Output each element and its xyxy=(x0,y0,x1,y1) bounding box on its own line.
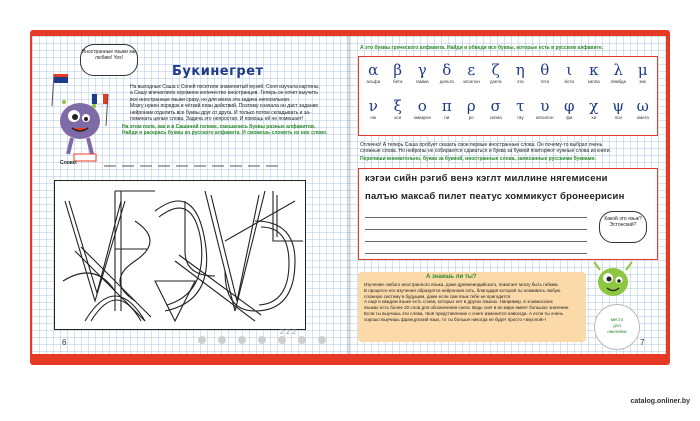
greek-letter-name: пи xyxy=(444,115,450,120)
letter-maze[interactable] xyxy=(54,180,306,330)
left-page xyxy=(32,36,350,354)
greek-letter-cell[interactable] xyxy=(508,97,533,120)
greek-letter-name: омега xyxy=(636,115,649,120)
greek-letter-cell[interactable] xyxy=(533,61,558,84)
greek-letter-name: хи xyxy=(591,115,597,120)
green-monster-illustration xyxy=(588,258,638,302)
svg-text:Z Z Z: Z Z Z xyxy=(280,329,297,336)
intro-line: все иностранные языки сразу, но для мозга эта задача непосильная. xyxy=(130,96,291,103)
sticker-line: наклейки xyxy=(607,329,627,334)
greek-row-2 xyxy=(361,97,655,120)
greek-letter-name: дзета xyxy=(489,79,502,84)
footer-decoration xyxy=(192,326,342,348)
greek-alphabet-box xyxy=(358,56,658,136)
tangled-letters-graphic xyxy=(55,181,305,329)
fact-line: А ещё в каждом языке есть слова, которых нет в других языках. Например, в эскимосских xyxy=(364,299,553,305)
greek-letter-cell[interactable] xyxy=(484,97,509,120)
greek-letter-cell[interactable] xyxy=(582,61,607,84)
write-line[interactable] xyxy=(365,217,587,218)
greek-letter-cell[interactable] xyxy=(386,61,411,84)
greek-letter-cell[interactable] xyxy=(631,61,656,84)
para-line: Отлично! А теперь Саша пробует сказать свои первые иностранные слова. Он почему-то выбрал очень xyxy=(360,142,603,148)
fact-box xyxy=(358,272,586,342)
greek-letter-name: фи xyxy=(566,115,573,120)
greek-letter-name: эпсилон xyxy=(462,79,480,84)
greek-letter: υ xyxy=(540,97,550,115)
greek-letter-cell[interactable] xyxy=(557,97,582,120)
greek-letter: κ xyxy=(589,61,599,79)
page-number: 7 xyxy=(640,338,645,347)
greek-letter-cell[interactable] xyxy=(459,61,484,84)
rewrite-task: Перепиши внимательно, буква за буквой, иностранные слова, записанные русскими буквами. xyxy=(360,156,596,162)
greek-letter-cell[interactable] xyxy=(435,97,460,120)
greek-letter-name: эта xyxy=(516,79,524,84)
greek-letter: ρ xyxy=(466,97,476,115)
write-line[interactable] xyxy=(365,253,587,254)
greek-letter-name: бета xyxy=(393,79,403,84)
greek-letter-name: ипсилон xyxy=(536,115,554,120)
greek-task: А это буквы греческого алфавита. Найди и обведи все буквы, которые есть в русском алфавите. xyxy=(360,45,604,51)
task-line: На этом поле, как и в Сашиной голове, смешались буквы разных алфавитов. xyxy=(122,124,316,130)
greek-letter-cell[interactable] xyxy=(582,97,607,120)
intro-line: На выходных Саша с Соней посетили знаменитый музей. Соня изучала картины, xyxy=(130,84,320,90)
greek-letter-cell[interactable] xyxy=(410,61,435,84)
fact-line: сложную систему в будущем, даже если сам язык тебе не пригодится. xyxy=(364,293,512,299)
fact-line: хорошо выучишь французский язык, то ты больше никогда не будет просто «вкусной»! xyxy=(364,316,546,322)
paragraph xyxy=(360,142,660,155)
greek-letter-name: тета xyxy=(540,79,550,84)
fact-line: Изучение любого иностранного языка, даже древнеиндийского, помогает мозгу быть гибким. xyxy=(364,282,559,287)
greek-letter: ν xyxy=(368,97,378,115)
greek-letter-name: каппа xyxy=(587,79,600,84)
greek-letter-name: пси xyxy=(614,115,622,120)
greek-letter-name: лямбда xyxy=(610,79,627,84)
sticker-placeholder[interactable] xyxy=(594,304,640,350)
intro-line: Мозгу нужен порядок и чёткий план действий. Поэтому сначала он даст задание xyxy=(130,103,319,110)
intro-text xyxy=(130,84,344,122)
greek-letter-name: мю xyxy=(639,79,646,84)
greek-letter: ο xyxy=(417,97,427,115)
watermark: catalog.onliner.by xyxy=(630,398,690,405)
greek-letter: η xyxy=(515,61,525,79)
greek-letter-cell[interactable] xyxy=(410,97,435,120)
greek-letter: ξ xyxy=(393,97,402,115)
greek-letter-cell[interactable] xyxy=(606,61,631,84)
greek-row-1 xyxy=(361,61,655,84)
intro-line: а Сашу впечатлило огромное количество иностранцев. Теперь он хочет выучить xyxy=(130,90,318,97)
greek-letter-cell[interactable] xyxy=(484,61,509,84)
rewrite-box xyxy=(358,168,658,260)
greek-letter-cell[interactable] xyxy=(361,97,386,120)
greek-letter: ε xyxy=(467,61,476,79)
word-label: Слово: xyxy=(60,160,78,166)
sticker-line: для xyxy=(613,323,621,328)
greek-letter-name: альфа xyxy=(366,79,381,84)
greek-letter: θ xyxy=(540,61,550,79)
greek-letter-cell[interactable] xyxy=(533,97,558,120)
greek-letter-cell[interactable] xyxy=(606,97,631,120)
greek-letter: π xyxy=(441,97,452,115)
monster-illustration xyxy=(44,66,114,166)
greek-letter: γ xyxy=(417,61,427,79)
greek-letter: β xyxy=(393,61,403,79)
greek-letter-name: тау xyxy=(516,115,524,120)
greek-letter-cell[interactable] xyxy=(631,97,656,120)
greek-letter: μ xyxy=(637,61,648,79)
greek-letter-cell[interactable] xyxy=(435,61,460,84)
greek-letter: α xyxy=(368,61,379,79)
fact-line: В процессе его изучения образуется нейронная сеть, благодаря которой ты осваивать любую xyxy=(364,287,561,293)
intro-line: нейронам отделить все буквы друг от друга. И только потом складывать и за- xyxy=(130,109,311,116)
para-line: сложные слова. Но нейроны не собираются сдаваться и буква за буквой повторяют нужные слова из книги. xyxy=(360,148,611,155)
question-bubble-text: Какой это язык? Эстонский? xyxy=(604,216,642,228)
greek-letter-cell[interactable] xyxy=(557,61,582,84)
greek-letter-name: ро xyxy=(468,115,474,120)
write-line[interactable] xyxy=(365,241,587,242)
fact-line: языках есть более 20 слов для обозначения снега. Ведь снег в их мире имеет большое значение. xyxy=(364,305,570,311)
fact-text xyxy=(364,282,584,323)
greek-letter-name: омикрон xyxy=(413,115,432,120)
intro-line: поминать целые слова. Задача это непростая. И помощь ей не помешает! xyxy=(130,116,304,123)
foreign-words-line-1: кэгэи сийн рэгиб венэ кэглт миллине нягемисени xyxy=(365,173,608,184)
greek-letter: φ xyxy=(563,97,575,115)
page-number: 6 xyxy=(62,338,67,347)
foreign-words-line-2: палъю максаб пилет пеатус хоммикуст бронеерисин xyxy=(365,191,625,202)
page-title: Букинегрет xyxy=(172,64,264,79)
greek-letter-name: кси xyxy=(394,115,402,120)
write-line[interactable] xyxy=(365,229,587,230)
task-line: Найди и раскрась буквы из русского алфавита. И сможешь сложить из них слово. xyxy=(122,130,328,137)
greek-letter-name: сигма xyxy=(489,115,502,120)
bubble-text: Иностранные языки мы любим! Yes! xyxy=(81,49,137,61)
greek-letter: λ xyxy=(613,61,623,79)
greek-letter-cell[interactable] xyxy=(386,97,411,120)
greek-letter-cell[interactable] xyxy=(508,61,533,84)
greek-letter-name: ню xyxy=(370,115,377,120)
greek-letter: ω xyxy=(636,97,649,115)
task-text xyxy=(122,124,344,137)
greek-letter-name: йота xyxy=(564,79,574,84)
right-page xyxy=(350,36,666,354)
fact-title: А знаешь ли ты? xyxy=(426,274,477,280)
greek-letter-cell[interactable] xyxy=(361,61,386,84)
greek-letter: ζ xyxy=(491,61,500,79)
greek-letter: τ xyxy=(516,97,525,115)
question-bubble xyxy=(599,211,647,243)
word-blanks xyxy=(104,160,284,168)
fact-line: Если ты выучишь эти слова, твоё представление о снеге изменится навсегда. А если ты очень xyxy=(364,310,563,316)
greek-letter: χ xyxy=(589,97,599,115)
greek-letter-name: гамма xyxy=(415,79,429,84)
greek-letter: δ xyxy=(442,61,452,79)
greek-letter: σ xyxy=(490,97,501,115)
greek-letter-name: дельта xyxy=(439,79,454,84)
greek-letter-cell[interactable] xyxy=(459,97,484,120)
sticker-line: место xyxy=(610,317,624,322)
greek-letter: ψ xyxy=(612,97,625,115)
greek-letter: ι xyxy=(566,61,573,79)
